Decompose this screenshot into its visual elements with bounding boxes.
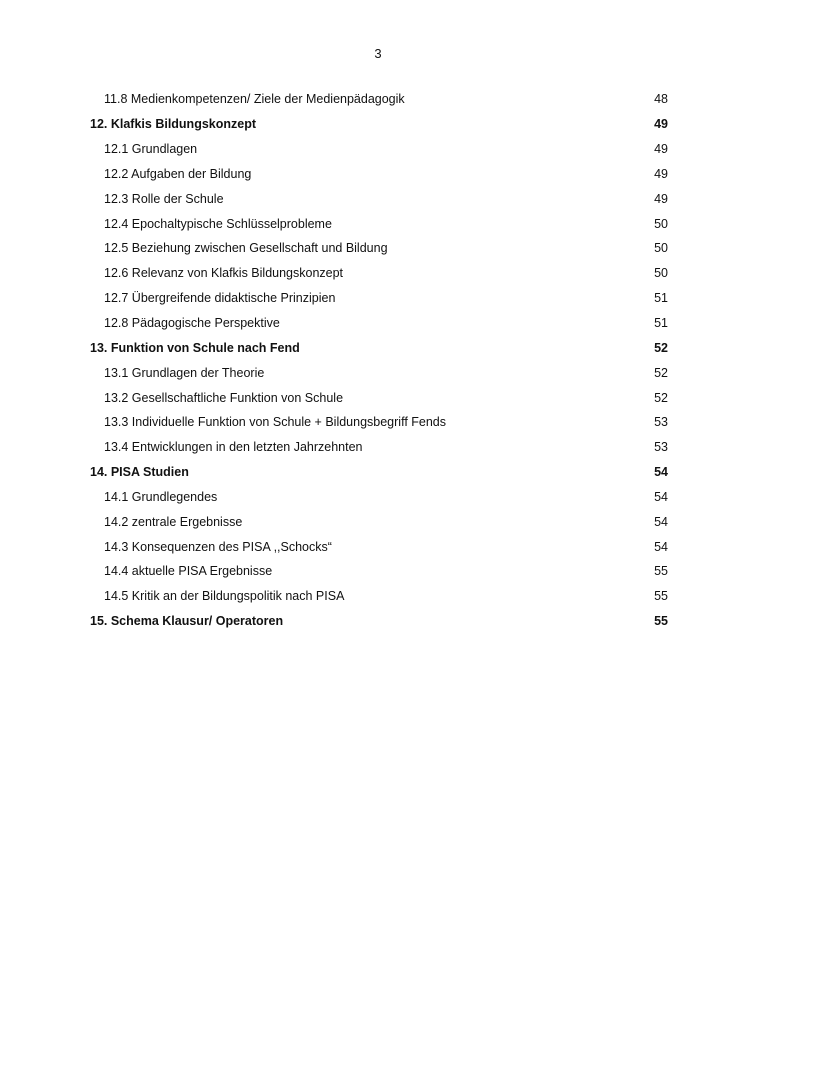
toc-entry-title: 14.5 Kritik an der Bildungspolitik nach PISA bbox=[104, 589, 345, 604]
toc-entry-page: 49 bbox=[654, 117, 668, 132]
toc-subsection-entry[interactable] bbox=[90, 559, 668, 584]
toc-subsection-entry[interactable] bbox=[90, 87, 668, 112]
toc-subsection-entry[interactable] bbox=[90, 236, 668, 261]
toc-entry-page: 54 bbox=[654, 539, 668, 554]
toc-subsection-entry[interactable] bbox=[90, 509, 668, 534]
toc-section-entry[interactable] bbox=[90, 609, 668, 634]
toc-section-entry[interactable] bbox=[90, 112, 668, 137]
toc-subsection-entry[interactable] bbox=[90, 286, 668, 311]
toc-entry-page: 55 bbox=[654, 564, 668, 579]
toc-entry-title: 12.2 Aufgaben der Bildung bbox=[104, 166, 252, 181]
toc-entry-title: 13.4 Entwicklungen in den letzten Jahrzehnten bbox=[104, 440, 363, 455]
toc-entry-title: 13.2 Gesellschaftliche Funktion von Schule bbox=[104, 390, 344, 405]
toc-entry-page: 52 bbox=[654, 340, 668, 355]
toc-subsection-entry[interactable] bbox=[90, 435, 668, 460]
toc-subsection-entry[interactable] bbox=[90, 360, 668, 385]
toc-entry-page: 54 bbox=[654, 465, 668, 480]
toc-entry-title: 14. PISA Studien bbox=[90, 465, 189, 480]
toc-subsection-entry[interactable] bbox=[90, 211, 668, 236]
toc-entry-page: 51 bbox=[654, 291, 668, 306]
toc-entry-title: 14.1 Grundlegendes bbox=[104, 489, 218, 504]
toc-entry-title: 12.3 Rolle der Schule bbox=[104, 191, 224, 206]
toc-section-entry[interactable] bbox=[90, 460, 668, 485]
toc-subsection-entry[interactable] bbox=[90, 385, 668, 410]
toc-entry-page: 50 bbox=[654, 241, 668, 256]
toc-subsection-entry[interactable] bbox=[90, 186, 668, 211]
toc-entry-page: 49 bbox=[654, 142, 668, 157]
toc-entry-page: 55 bbox=[654, 614, 668, 629]
toc-entry-title: 13.3 Individuelle Funktion von Schule + Bildungsbegriff Fends bbox=[104, 415, 447, 430]
toc-subsection-entry[interactable] bbox=[90, 584, 668, 609]
toc-entry-title: 12.6 Relevanz von Klafkis Bildungskonzept bbox=[104, 266, 344, 281]
toc-subsection-entry[interactable] bbox=[90, 410, 668, 435]
toc-entry-title: 13. Funktion von Schule nach Fend bbox=[90, 340, 300, 355]
toc-entry-title: 14.4 aktuelle PISA Ergebnisse bbox=[104, 564, 273, 579]
toc-entry-page: 49 bbox=[654, 191, 668, 206]
toc-subsection-entry[interactable] bbox=[90, 261, 668, 286]
toc-entry-title: 12.5 Beziehung zwischen Gesellschaft und Bildung bbox=[104, 241, 388, 256]
toc-subsection-entry[interactable] bbox=[90, 311, 668, 336]
toc-entry-page: 55 bbox=[654, 589, 668, 604]
toc-entry-title: 12.4 Epochaltypische Schlüsselprobleme bbox=[104, 216, 332, 231]
toc-entry-page: 52 bbox=[654, 390, 668, 405]
toc-entry-title: 14.2 zentrale Ergebnisse bbox=[104, 514, 243, 529]
toc-entry-title: 12. Klafkis Bildungskonzept bbox=[90, 117, 257, 132]
toc-section-entry[interactable] bbox=[90, 335, 668, 360]
toc-subsection-entry[interactable] bbox=[90, 137, 668, 162]
toc-subsection-entry[interactable] bbox=[90, 485, 668, 510]
table-of-contents bbox=[90, 87, 668, 634]
toc-entry-page: 54 bbox=[654, 489, 668, 504]
toc-subsection-entry[interactable] bbox=[90, 162, 668, 187]
toc-entry-page: 50 bbox=[654, 216, 668, 231]
toc-entry-title: 12.8 Pädagogische Perspektive bbox=[104, 316, 280, 331]
toc-entry-page: 52 bbox=[654, 365, 668, 380]
toc-entry-title: 12.7 Übergreifende didaktische Prinzipien bbox=[104, 291, 336, 306]
toc-entry-page: 48 bbox=[654, 92, 668, 107]
toc-entry-page: 51 bbox=[654, 316, 668, 331]
toc-entry-title: 14.3 Konsequenzen des PISA ,,Schocks“ bbox=[104, 539, 332, 554]
toc-entry-title: 11.8 Medienkompetenzen/ Ziele der Medienpädagogik bbox=[104, 92, 405, 107]
toc-subsection-entry[interactable] bbox=[90, 534, 668, 559]
toc-entry-page: 50 bbox=[654, 266, 668, 281]
toc-entry-page: 53 bbox=[654, 415, 668, 430]
toc-entry-title: 15. Schema Klausur/ Operatoren bbox=[90, 614, 284, 629]
page-number: 3 bbox=[374, 46, 382, 61]
toc-entry-page: 53 bbox=[654, 440, 668, 455]
toc-entry-page: 54 bbox=[654, 514, 668, 529]
toc-entry-page: 49 bbox=[654, 166, 668, 181]
toc-entry-title: 12.1 Grundlagen bbox=[104, 142, 198, 157]
toc-entry-title: 13.1 Grundlagen der Theorie bbox=[104, 365, 265, 380]
